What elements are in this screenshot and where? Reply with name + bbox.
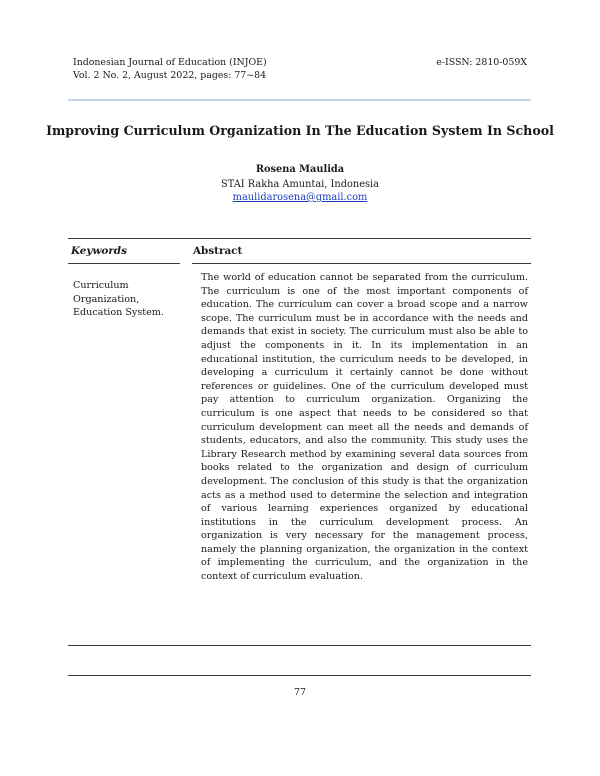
author-email-container [0,192,600,203]
abstract-body: The world of education cannot be separated from the curriculum. The curriculum is one of the most important components of education. The curriculum can cover a broad scope and a narrow scope. The curriculum must be in accordance with the needs and demands that exist in society. The curriculum must also be able to adjust the components in it. In its implementation in an educational institution, the curriculum needs to be developed, in developing a curriculum it certainly cannot be done without references or guidelines. One of the curriculum developed must pay attention to curriculum organization. Organizing the curriculum is one aspect that needs to be considered so that curriculum development can meet all the needs and demands of students, educators, and also the community. This study uses the Library Research method by examining several data sources from books related to the organization and design of curriculum development. The conclusion of this study is that the organization acts as a method used to determine the selection and integration of various learning experiences organized by educational institutions in the curriculum development process. An organization is very necessary for the management process, namely the planning organization, the organization in the context of implementing the curriculum, and the organization in the context of curriculum evaluation. [201,272,528,583]
journal-name: Indonesian Journal of Education (INJOE) [73,57,267,68]
keyword-line: Organization, [73,293,140,305]
keywords-heading: Keywords [71,245,127,257]
page-number: 77 [294,687,306,698]
author-email-link[interactable]: maulidarosena@gmail.com [232,192,368,203]
header-divider [68,99,531,101]
section-divider-top [68,238,531,239]
volume-info: Vol. 2 No. 2, August 2022, pages: 77~84 [73,70,267,81]
paper-title: Improving Curriculum Organization In The Education System In School [46,123,554,138]
issn: e-ISSN: 2810-059X [436,57,527,68]
running-header-left [73,56,267,82]
author-affiliation: STAI Rakha Amuntai, Indonesia [221,179,379,190]
keywords-divider [68,263,180,264]
abstract-divider [192,263,531,264]
keywords-list [73,279,164,320]
bottom-divider-1 [68,645,531,646]
keyword-line: Education System. [73,307,164,319]
bottom-divider-2 [68,675,531,676]
keyword-line: Curriculum [73,280,129,291]
author-name: Rosena Maulida [255,164,345,175]
abstract-heading: Abstract [193,245,243,257]
